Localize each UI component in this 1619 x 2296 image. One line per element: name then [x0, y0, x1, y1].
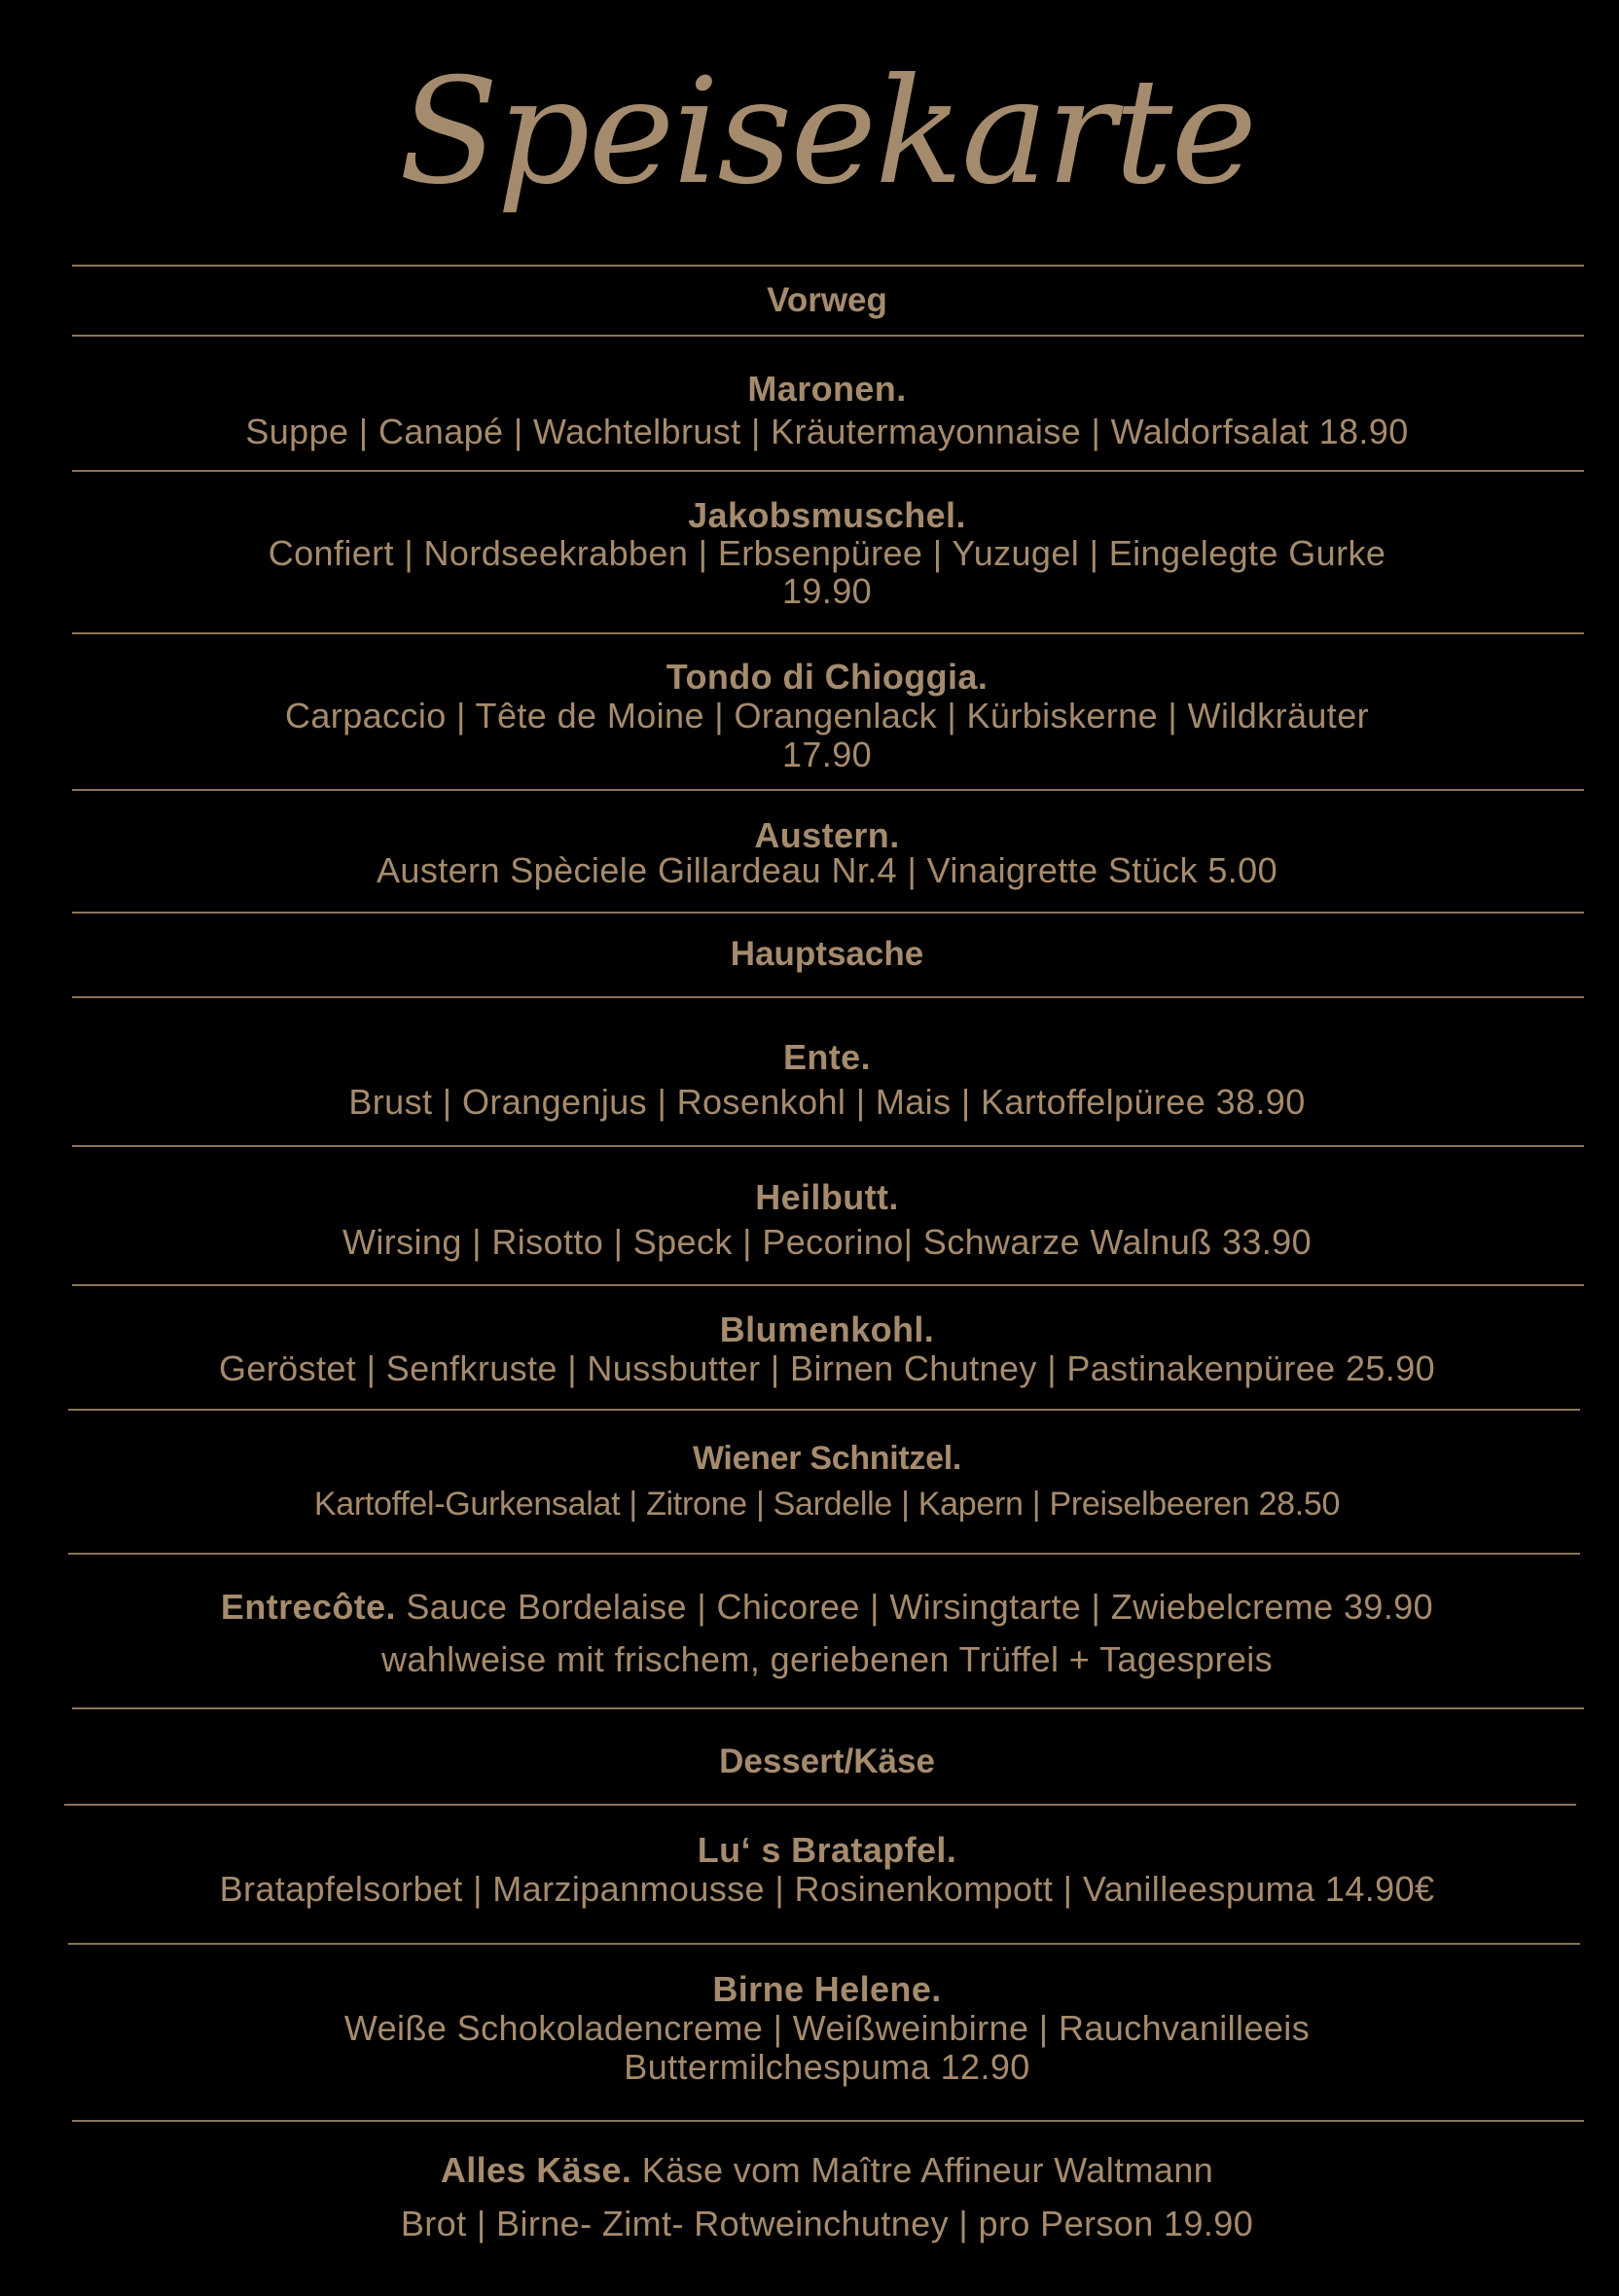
divider — [68, 1553, 1580, 1555]
divider — [68, 1409, 1580, 1411]
divider — [72, 996, 1584, 998]
item-maronen — [0, 368, 1619, 453]
item-name: Maronen. — [747, 369, 907, 409]
divider — [72, 1145, 1584, 1147]
divider — [72, 2120, 1584, 2122]
item-bratapfel — [0, 1831, 1619, 1909]
item-name: Blumenkohl. — [719, 1309, 935, 1349]
item-tondo — [0, 658, 1619, 774]
item-description-2: Buttermilchespuma 12.90 — [624, 2047, 1030, 2087]
item-birne — [0, 1970, 1619, 2087]
item-name: Birne Helene. — [712, 1969, 942, 2009]
item-description: Kartoffel-Gurkensalat | Zitrone | Sardelle | Kapern | Preiselbeeren 28.50 — [313, 1486, 1341, 1523]
item-name: Lu‘ s Bratapfel. — [697, 1830, 957, 1870]
divider — [72, 470, 1584, 472]
item-description: Austern Spèciele Gillardeau Nr.4 | Vinaigrette Stück 5.00 — [377, 850, 1277, 890]
item-name: Heilbutt. — [755, 1177, 899, 1217]
divider — [72, 632, 1584, 634]
item-description: Sauce Bordelaise | Chicoree | Wirsingtarte | Zwiebelcreme 39.90 — [395, 1587, 1434, 1627]
divider — [72, 912, 1584, 914]
item-name: Tondo di Chioggia. — [666, 657, 989, 697]
item-description: Confiert | Nordseekrabben | Erbsenpüree | Yuzugel | Eingelegte Gurke — [268, 533, 1386, 573]
item-name: Alles Käse. — [440, 2150, 632, 2190]
item-description: Käse vom Maître Affineur Waltmann — [631, 2150, 1214, 2190]
menu-title: Speisekarte — [398, 48, 1256, 217]
divider — [72, 789, 1584, 791]
item-name: Entrecôte. — [220, 1587, 396, 1627]
item-ente — [0, 1035, 1619, 1125]
item-description: Brust | Orangenjus | Rosenkohl | Mais | Kartoffelpüree 38.90 — [348, 1082, 1306, 1122]
item-heilbutt — [0, 1175, 1619, 1265]
item-kaese — [0, 2143, 1619, 2250]
section-hauptsache: Hauptsache — [730, 935, 924, 973]
divider — [72, 265, 1584, 267]
section-vorweg: Vorweg — [767, 281, 887, 319]
item-entrecote — [0, 1581, 1619, 1686]
divider — [72, 335, 1584, 337]
item-jakobsmuschel — [0, 496, 1619, 610]
divider — [64, 1804, 1576, 1806]
section-dessert: Dessert/Käse — [719, 1742, 935, 1780]
item-name: Austern. — [754, 815, 900, 855]
item-description: Weiße Schokoladencreme | Weißweinbirne | Rauchvanilleeis — [343, 2008, 1311, 2048]
item-name: Ente. — [782, 1037, 871, 1077]
item-name: Wiener Schnitzel. — [692, 1440, 962, 1477]
item-austern — [0, 815, 1619, 890]
item-schnitzel — [0, 1436, 1619, 1527]
item-note: wahlweise mit frischem, geriebenen Trüffel + Tagespreis — [380, 1639, 1274, 1679]
item-name: Jakobsmuschel. — [688, 495, 966, 535]
item-price: 17.90 — [781, 735, 873, 774]
divider — [72, 1284, 1584, 1286]
item-description: Bratapfelsorbet | Marzipanmousse | Rosinenkompott | Vanilleespuma 14.90€ — [219, 1869, 1435, 1909]
item-price: 19.90 — [781, 571, 873, 611]
item-description: Geröstet | Senfkruste | Nussbutter | Birnen Chutney | Pastinakenpüree 25.90 — [218, 1348, 1436, 1388]
divider — [72, 1707, 1584, 1709]
item-blumenkohl — [0, 1310, 1619, 1388]
item-description: Suppe | Canapé | Wachtelbrust | Kräutermayonnaise | Waldorfsalat 18.90 — [245, 412, 1409, 451]
item-description: Wirsing | Risotto | Speck | Pecorino| Schwarze Walnuß 33.90 — [342, 1222, 1313, 1262]
item-description-2: Brot | Birne- Zimt- Rotweinchutney | pro Person 19.90 — [400, 2204, 1254, 2243]
divider — [68, 1943, 1580, 1945]
item-description: Carpaccio | Tête de Moine | Orangenlack | Kürbiskerne | Wildkräuter — [284, 696, 1370, 735]
